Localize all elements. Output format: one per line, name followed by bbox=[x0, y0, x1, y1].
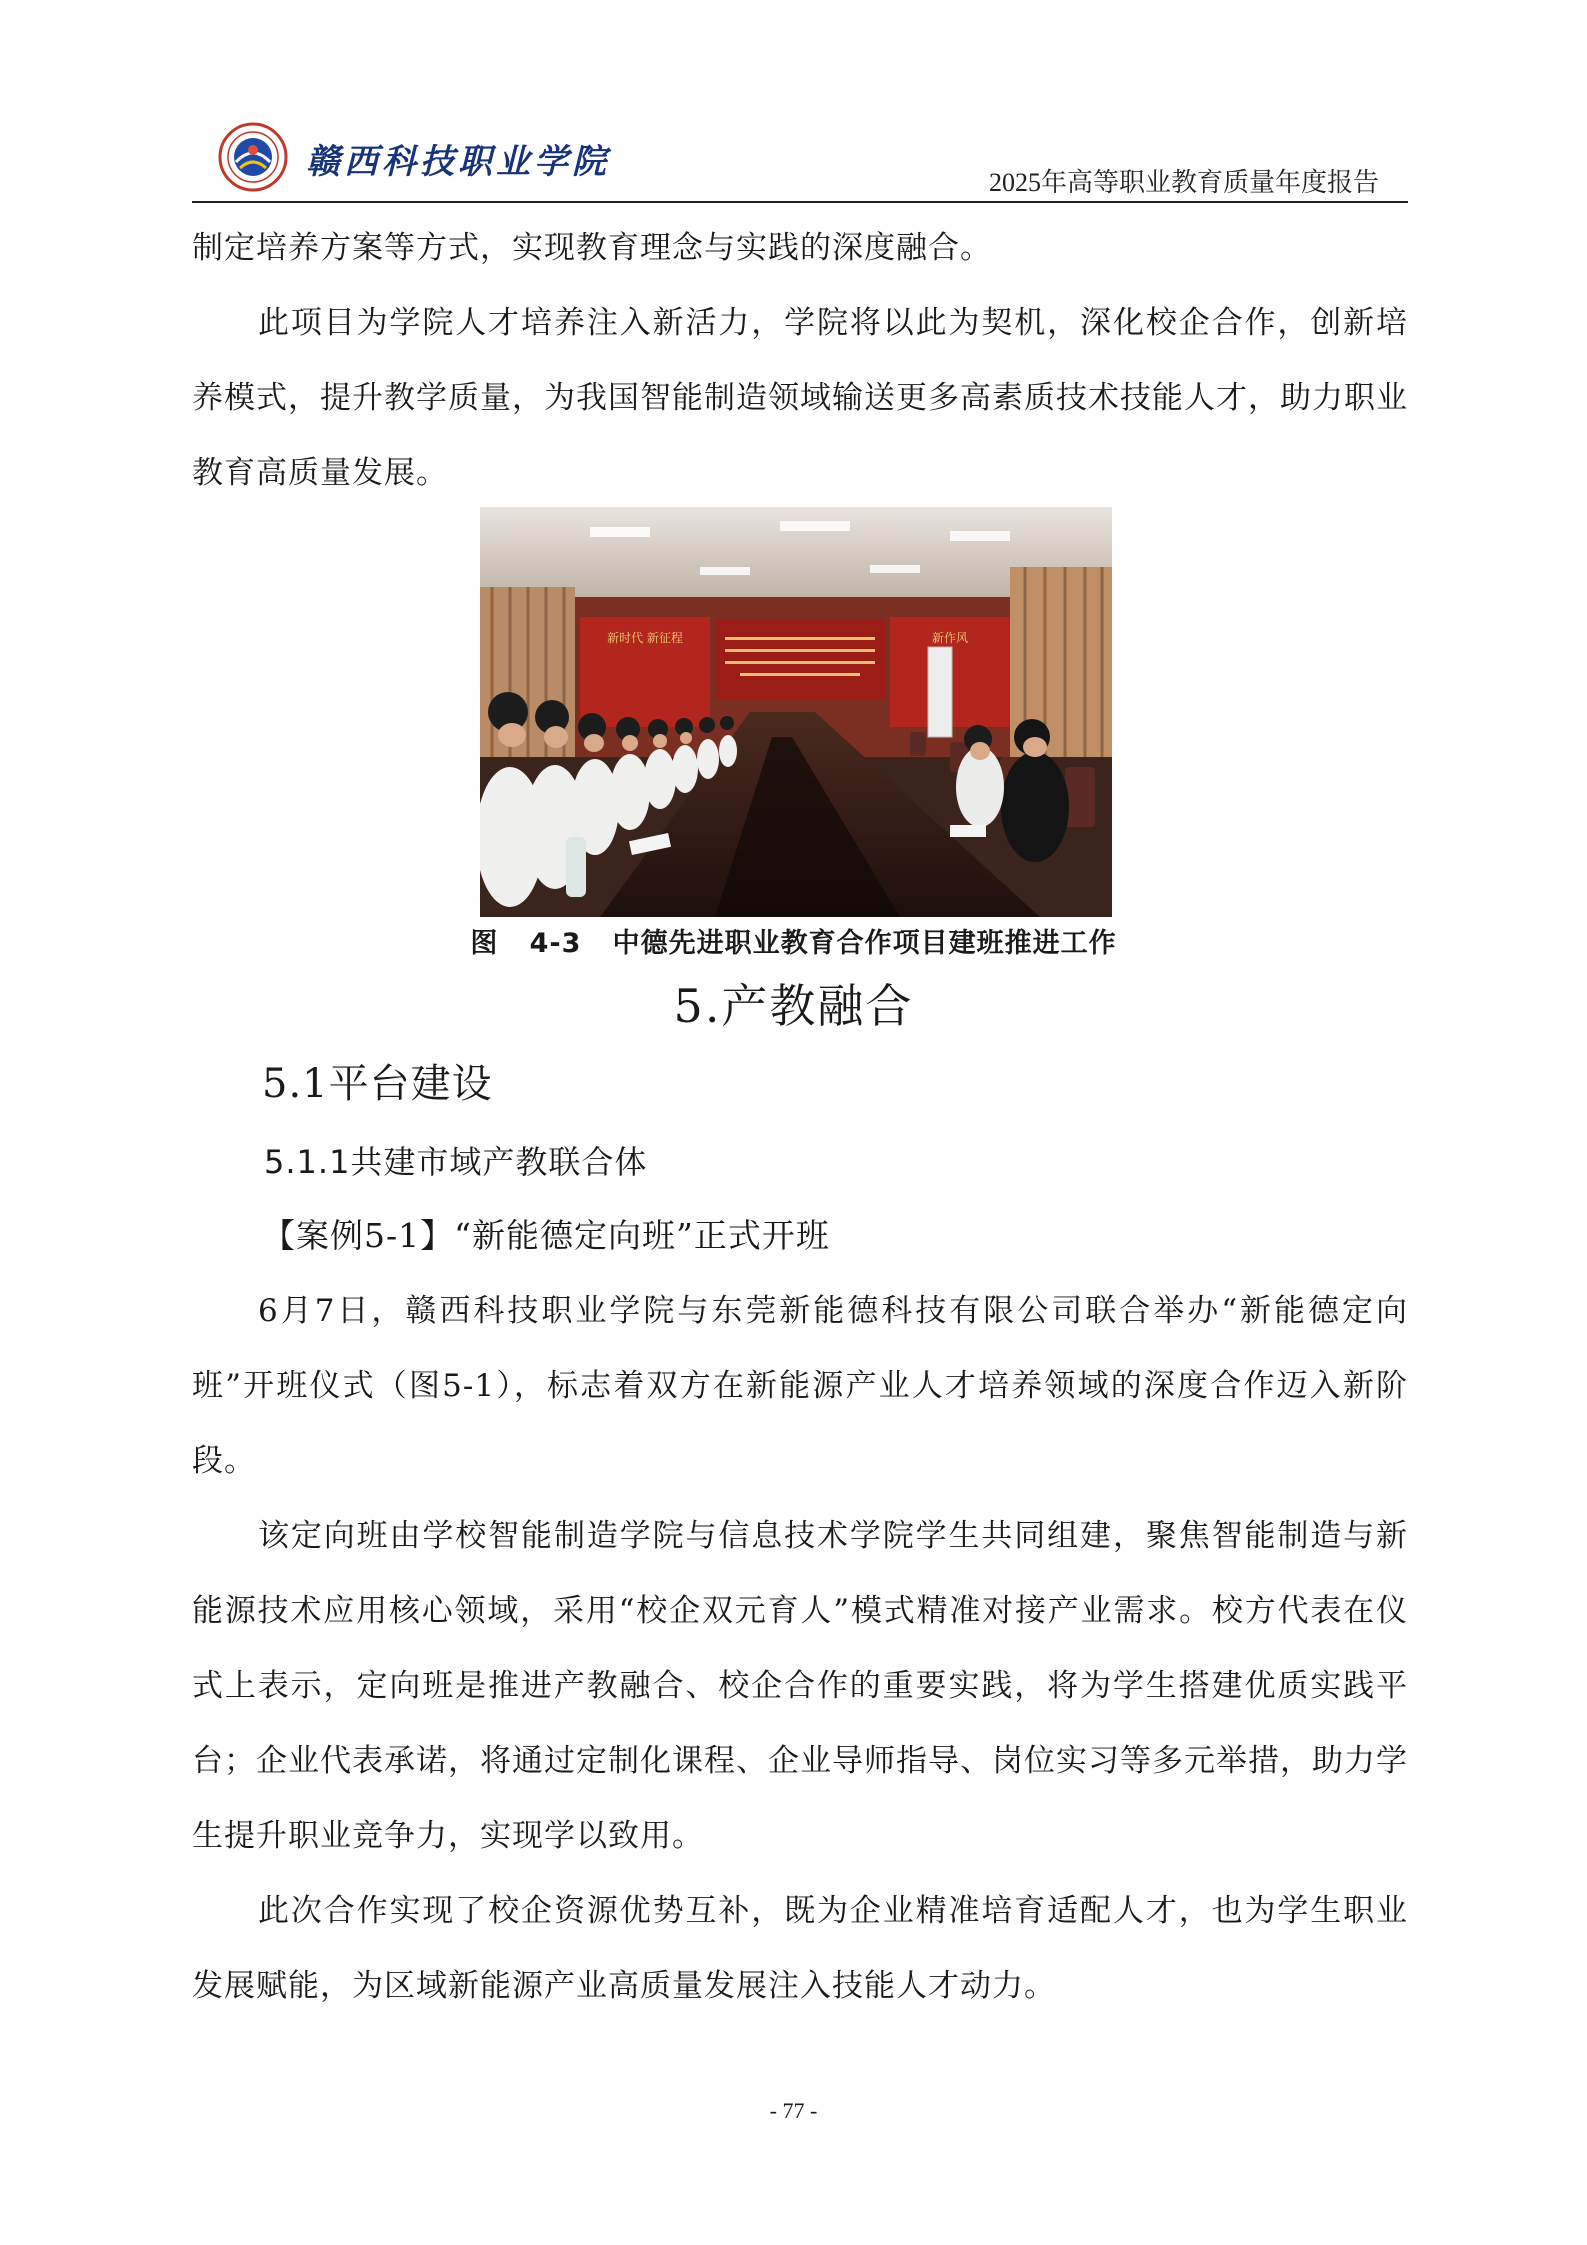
paragraph-continued: 制定培养方案等方式，实现教育理念与实践的深度融合。 bbox=[192, 230, 992, 266]
section-heading: 5.产教融合 bbox=[673, 979, 914, 1033]
paragraph-case-detail: 该定向班由学校智能制造学院与信息技术学院学生共同组建，聚焦智能制造与新能源技术应用核心领域，采用“校企双元育人”模式精准对接产业需求。校方代表在仪式上表示，定向班是推进产教融合、校企合作的重要实践，将为学生搭建优质实践平台；企业代表承诺，将通过定制化课程、企业导师指导、岗位实习等多元举措，助力学生提升职业竞争力，实现学以致用。 bbox=[192, 1518, 1408, 1854]
paragraph-case-intro: 6月7日，赣西科技职业学院与东莞新能德科技有限公司联合举办“新能德定向班”开班仪式（图5-1），标志着双方在新能源产业人才培养领域的深度合作迈入新阶段。 bbox=[192, 1293, 1408, 1479]
school-name: 赣西科技职业学院 bbox=[306, 142, 610, 182]
banner-right-text: 新作风 bbox=[931, 631, 969, 645]
page-number: - 77 - bbox=[769, 2098, 818, 2123]
subsection-heading: 5.1平台建设 bbox=[262, 1061, 493, 1107]
subsubsection-heading: 5.1.1共建市域产教联合体 bbox=[264, 1143, 648, 1181]
paragraph-case-summary: 此次合作实现了校企资源优势互补，既为企业精准培育适配人才，也为学生职业发展赋能，为区域新能源产业高质量发展注入技能人才动力。 bbox=[192, 1893, 1408, 2004]
figure-caption: 图 4-3 中德先进职业教育合作项目建班推进工作 bbox=[470, 928, 1117, 959]
paragraph-project: 此项目为学院人才培养注入新活力，学院将以此为契机，深化校企合作，创新培养模式，提升教学质量，为我国智能制造领域输送更多高素质技术技能人才，助力职业教育高质量发展。 bbox=[192, 305, 1408, 491]
header-divider bbox=[192, 201, 1408, 203]
case-title: 【案例5-1】“新能德定向班”正式开班 bbox=[262, 1216, 830, 1255]
banner-left-text: 新时代 新征程 bbox=[607, 631, 683, 645]
report-title: 2025年高等职业教育质量年度报告 bbox=[988, 168, 1379, 197]
college-seal-icon bbox=[218, 122, 288, 192]
meeting-room-photo bbox=[480, 507, 1112, 917]
